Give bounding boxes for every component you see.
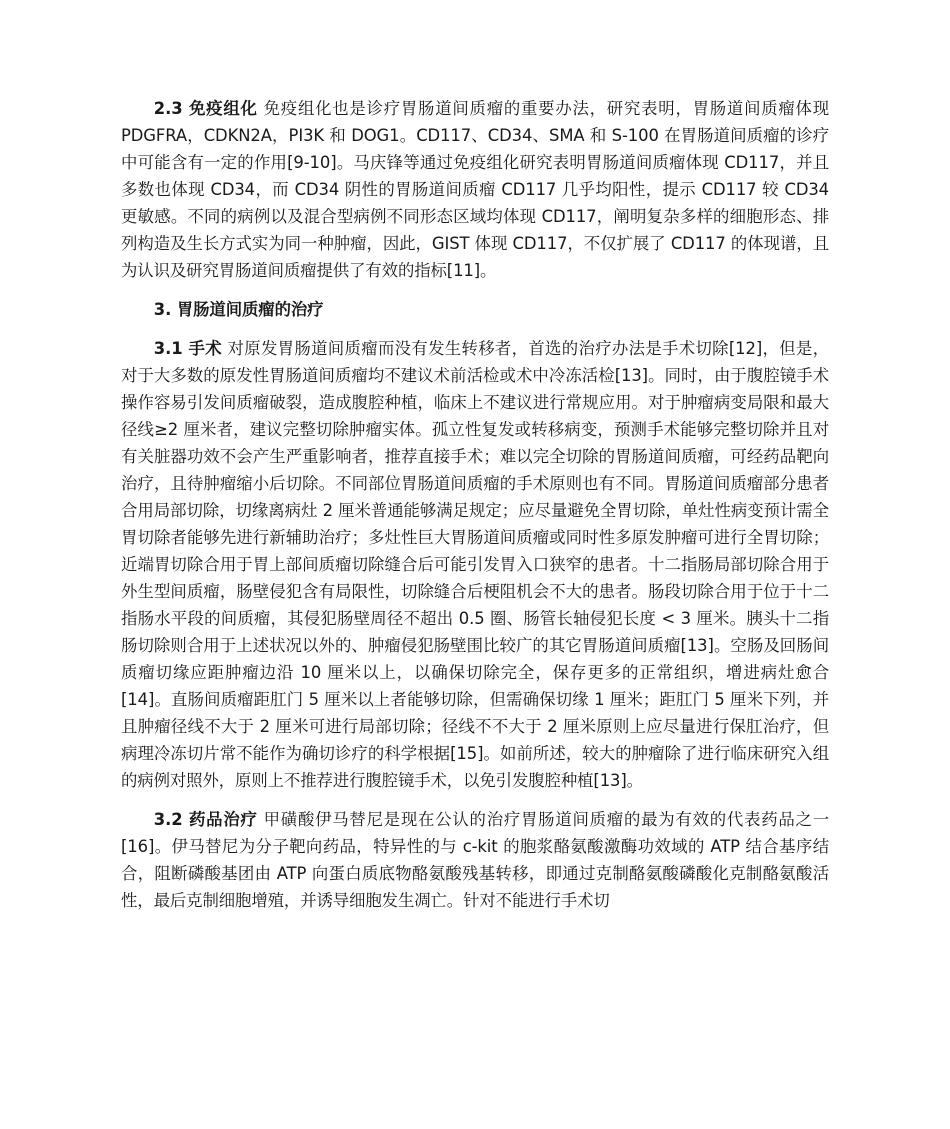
document-page	[121, 95, 829, 914]
paragraph-surgery	[121, 335, 829, 794]
section-heading-3-2: 3.2 药品治疗	[153, 810, 258, 829]
paragraph-immunohistochemistry	[121, 95, 829, 284]
paragraph-text: 免疫组化也是诊疗胃肠道间质瘤的重要办法，研究表明，胃肠道间质瘤体现 PDGFRA，CDKN2A，PI3K 和 DOG1。CD117、CD34、SMA 和 S-100 在胃肠道间质瘤的诊疗中可能含有一定的作用[9-10]。马庆锋等通过免疫组化研究表明胃肠道间质瘤体现 CD117，并且多数也体现 CD34，而 CD34 阴性的胃肠道间质瘤 CD117 几乎均阳性，提示 CD117 较 CD34 更敏感。不同的病例以及混合型病例不同形态区域均体现 CD117，阐明复杂多样的细胞形态、排列构造及生长方式实为同一种肿瘤，因此，GIST 体现 CD117，不仅扩展了 CD117 的体现谱，且为认识及研究胃肠道间质瘤提供了有效的指标[11]。	[121, 99, 829, 280]
section-heading-3-1: 3.1 手术	[153, 339, 222, 358]
paragraph-text: 甲磺酸伊马替尼是现在公认的治疗胃肠道间质瘤的最为有效的代表药品之一[16]。伊马替尼为分子靶向药品，特异性的与 c-kit 的胞浆酪氨酸激酶功效域的 ATP 结合基序结合，阻断磷酸基团由 ATP 向蛋白质底物酪氨酸残基转移，即通过克制酪氨酸磷酸化克制酪氨酸活性，最后克制细胞增殖，并诱导细胞发生凋亡。针对不能进行手术切	[121, 810, 829, 910]
paragraph-text: 对原发胃肠道间质瘤而没有发生转移者，首选的治疗办法是手术切除[12]，但是，对于大多数的原发性胃肠道间质瘤均不建议术前活检或术中冷冻活检[13]。同时，由于腹腔镜手术操作容易引发间质瘤破裂，造成腹腔种植，临床上不建议进行常规应用。对于肿瘤病变局限和最大径线≥2 厘米者，建议完整切除肿瘤实体。孤立性复发或转移病变，预测手术能够完整切除并且对有关脏器功效不会产生严重影响者，推荐直接手术；难以完全切除的胃肠道间质瘤，可经药品靶向治疗，且待肿瘤缩小后切除。不同部位胃肠道间质瘤的手术原则也有不同。胃肠道间质瘤部分患者合用局部切除，切缘离病灶 2 厘米普通能够满足规定；应尽量避免全胃切除，单灶性病变预计需全胃切除者能够先进行新辅助治疗；多灶性巨大胃肠道间质瘤或同时性多原发肿瘤可进行全胃切除；近端胃切除合用于胃上部间质瘤切除缝合后可能引发胃入口狭窄的患者。十二指肠局部切除合用于外生型间质瘤，肠壁侵犯含有局限性，切除缝合后梗阻机会不大的患者。肠段切除合用于位于十二指肠水平段的间质瘤，其侵犯肠壁周径不超出 0.5 圈、肠管长轴侵犯长度 < 3 厘米。胰头十二指肠切除则合用于上述状况以外的、肿瘤侵犯肠壁围比较广的其它胃肠道间质瘤[13]。空肠及回肠间质瘤切缘应距肿瘤边沿 10 厘米以上，以确保切除完全，保存更多的正常组织，增进病灶愈合[14]。直肠间质瘤距肛门 5 厘米以上者能够切除，但需确保切缘 1 厘米；距肛门 5 厘米下列，并且肿瘤径线不大于 2 厘米可进行局部切除；径线不不大于 2 厘米原则上应尽量进行保肛治疗，但病理冷冻切片常不能作为确切诊疗的科学根据[15]。如前所述，较大的肿瘤除了进行临床研究入组的病例对照外，原则上不推荐进行腹腔镜手术，以免引发腹腔种植[13]。	[121, 339, 829, 790]
section-heading-3: 3. 胃肠道间质瘤的治疗	[153, 300, 324, 319]
section-heading-2-3: 2.3 免疫组化	[153, 99, 258, 118]
paragraph-drug-treatment	[121, 806, 829, 914]
